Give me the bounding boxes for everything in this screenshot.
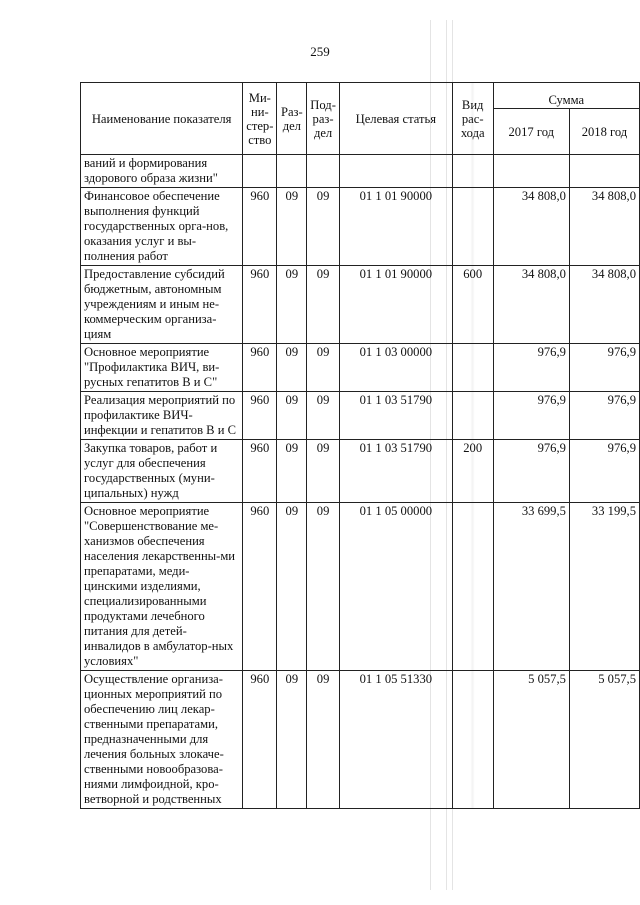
- row-section: 09: [277, 440, 307, 503]
- row-subsection: 09: [307, 671, 340, 809]
- row-subsection: [307, 155, 340, 188]
- row-sum-2018: 976,9: [569, 344, 639, 392]
- row-subsection: 09: [307, 344, 340, 392]
- row-name: Реализация мероприятий по профилактике ВИЧ-инфекции и гепатитов В и С: [81, 392, 243, 440]
- row-sum-2018: 33 199,5: [569, 503, 639, 671]
- row-ministry: 960: [243, 344, 277, 392]
- table-row: [81, 440, 640, 503]
- row-section: 09: [277, 671, 307, 809]
- row-expense-type: [452, 155, 493, 188]
- row-section: 09: [277, 266, 307, 344]
- row-subsection: 09: [307, 188, 340, 266]
- row-section: 09: [277, 344, 307, 392]
- row-sum-2018: [569, 155, 639, 188]
- row-ministry: 960: [243, 392, 277, 440]
- row-sum-2017: 976,9: [493, 392, 569, 440]
- row-name: Предоставление субсидий бюджетным, автономным учреждениям и иным не-коммерческим организа-циям: [81, 266, 243, 344]
- header-name: Наименование показателя: [81, 83, 243, 155]
- row-name: Основное мероприятие "Профилактика ВИЧ, ви-русных гепатитов В и С": [81, 344, 243, 392]
- row-name: Финансовое обеспечение выполнения функций государственных орга-нов, оказания услуг и вы-полнения работ: [81, 188, 243, 266]
- row-expense-type: [452, 503, 493, 671]
- table-row: [81, 155, 640, 188]
- row-ministry: 960: [243, 671, 277, 809]
- row-section: 09: [277, 188, 307, 266]
- row-target: 01 1 01 90000: [339, 188, 452, 266]
- row-sum-2018: 34 808,0: [569, 188, 639, 266]
- page-number: 259: [310, 44, 330, 59]
- budget-table: [80, 82, 640, 809]
- row-sum-2017: [493, 155, 569, 188]
- row-expense-type: [452, 392, 493, 440]
- table-row: [81, 503, 640, 671]
- row-target: [339, 155, 452, 188]
- row-sum-2018: 34 808,0: [569, 266, 639, 344]
- row-ministry: 960: [243, 440, 277, 503]
- row-name: ваний и формирования здорового образа жизни": [81, 155, 243, 188]
- header-section: Раз-дел: [277, 83, 307, 155]
- row-ministry: 960: [243, 266, 277, 344]
- row-ministry: 960: [243, 188, 277, 266]
- row-expense-type: 600: [452, 266, 493, 344]
- row-ministry: 960: [243, 503, 277, 671]
- row-target: 01 1 01 90000: [339, 266, 452, 344]
- row-expense-type: 200: [452, 440, 493, 503]
- row-target: 01 1 03 51790: [339, 440, 452, 503]
- header-year-2017: 2017 год: [493, 109, 569, 155]
- row-sum-2017: 976,9: [493, 344, 569, 392]
- header-ministry: Ми-ни-стер-ство: [243, 83, 277, 155]
- row-name: Осуществление организа-ционных мероприятий по обеспечению лиц лекар-ственными препаратами, предназначенными для лечения больных злокаче-ственными новообразова-ниями лимфоидной, кро-ветворной и родственных: [81, 671, 243, 809]
- header-sum: Сумма: [493, 83, 639, 109]
- row-section: [277, 155, 307, 188]
- table-row: [81, 188, 640, 266]
- row-section: 09: [277, 503, 307, 671]
- row-sum-2017: 34 808,0: [493, 266, 569, 344]
- header-target: Целевая статья: [339, 83, 452, 155]
- row-ministry: [243, 155, 277, 188]
- row-subsection: 09: [307, 266, 340, 344]
- header-expense-type: Вид рас-хода: [452, 83, 493, 155]
- row-sum-2017: 34 808,0: [493, 188, 569, 266]
- row-sum-2017: 976,9: [493, 440, 569, 503]
- row-subsection: 09: [307, 503, 340, 671]
- row-subsection: 09: [307, 392, 340, 440]
- row-subsection: 09: [307, 440, 340, 503]
- table-row: [81, 344, 640, 392]
- row-sum-2018: 976,9: [569, 392, 639, 440]
- header-subsection: Под-раз-дел: [307, 83, 340, 155]
- row-expense-type: [452, 188, 493, 266]
- row-sum-2018: 5 057,5: [569, 671, 639, 809]
- row-sum-2018: 976,9: [569, 440, 639, 503]
- row-target: 01 1 05 00000: [339, 503, 452, 671]
- row-name: Закупка товаров, работ и услуг для обеспечения государственных (муни-ципальных) нужд: [81, 440, 243, 503]
- table-row: [81, 392, 640, 440]
- row-section: 09: [277, 392, 307, 440]
- row-target: 01 1 03 51790: [339, 392, 452, 440]
- row-target: 01 1 03 00000: [339, 344, 452, 392]
- row-expense-type: [452, 671, 493, 809]
- row-name: Основное мероприятие "Совершенствование ме-ханизмов обеспечения населения лекарственны-ми препаратами, меди-цинскими изделиями, специализированными продуктами лечебного питания для детей-инвалидов в амбулатор-ных условиях": [81, 503, 243, 671]
- row-target: 01 1 05 51330: [339, 671, 452, 809]
- row-sum-2017: 33 699,5: [493, 503, 569, 671]
- row-sum-2017: 5 057,5: [493, 671, 569, 809]
- header-year-2018: 2018 год: [569, 109, 639, 155]
- table-row: [81, 671, 640, 809]
- row-expense-type: [452, 344, 493, 392]
- table-row: [81, 266, 640, 344]
